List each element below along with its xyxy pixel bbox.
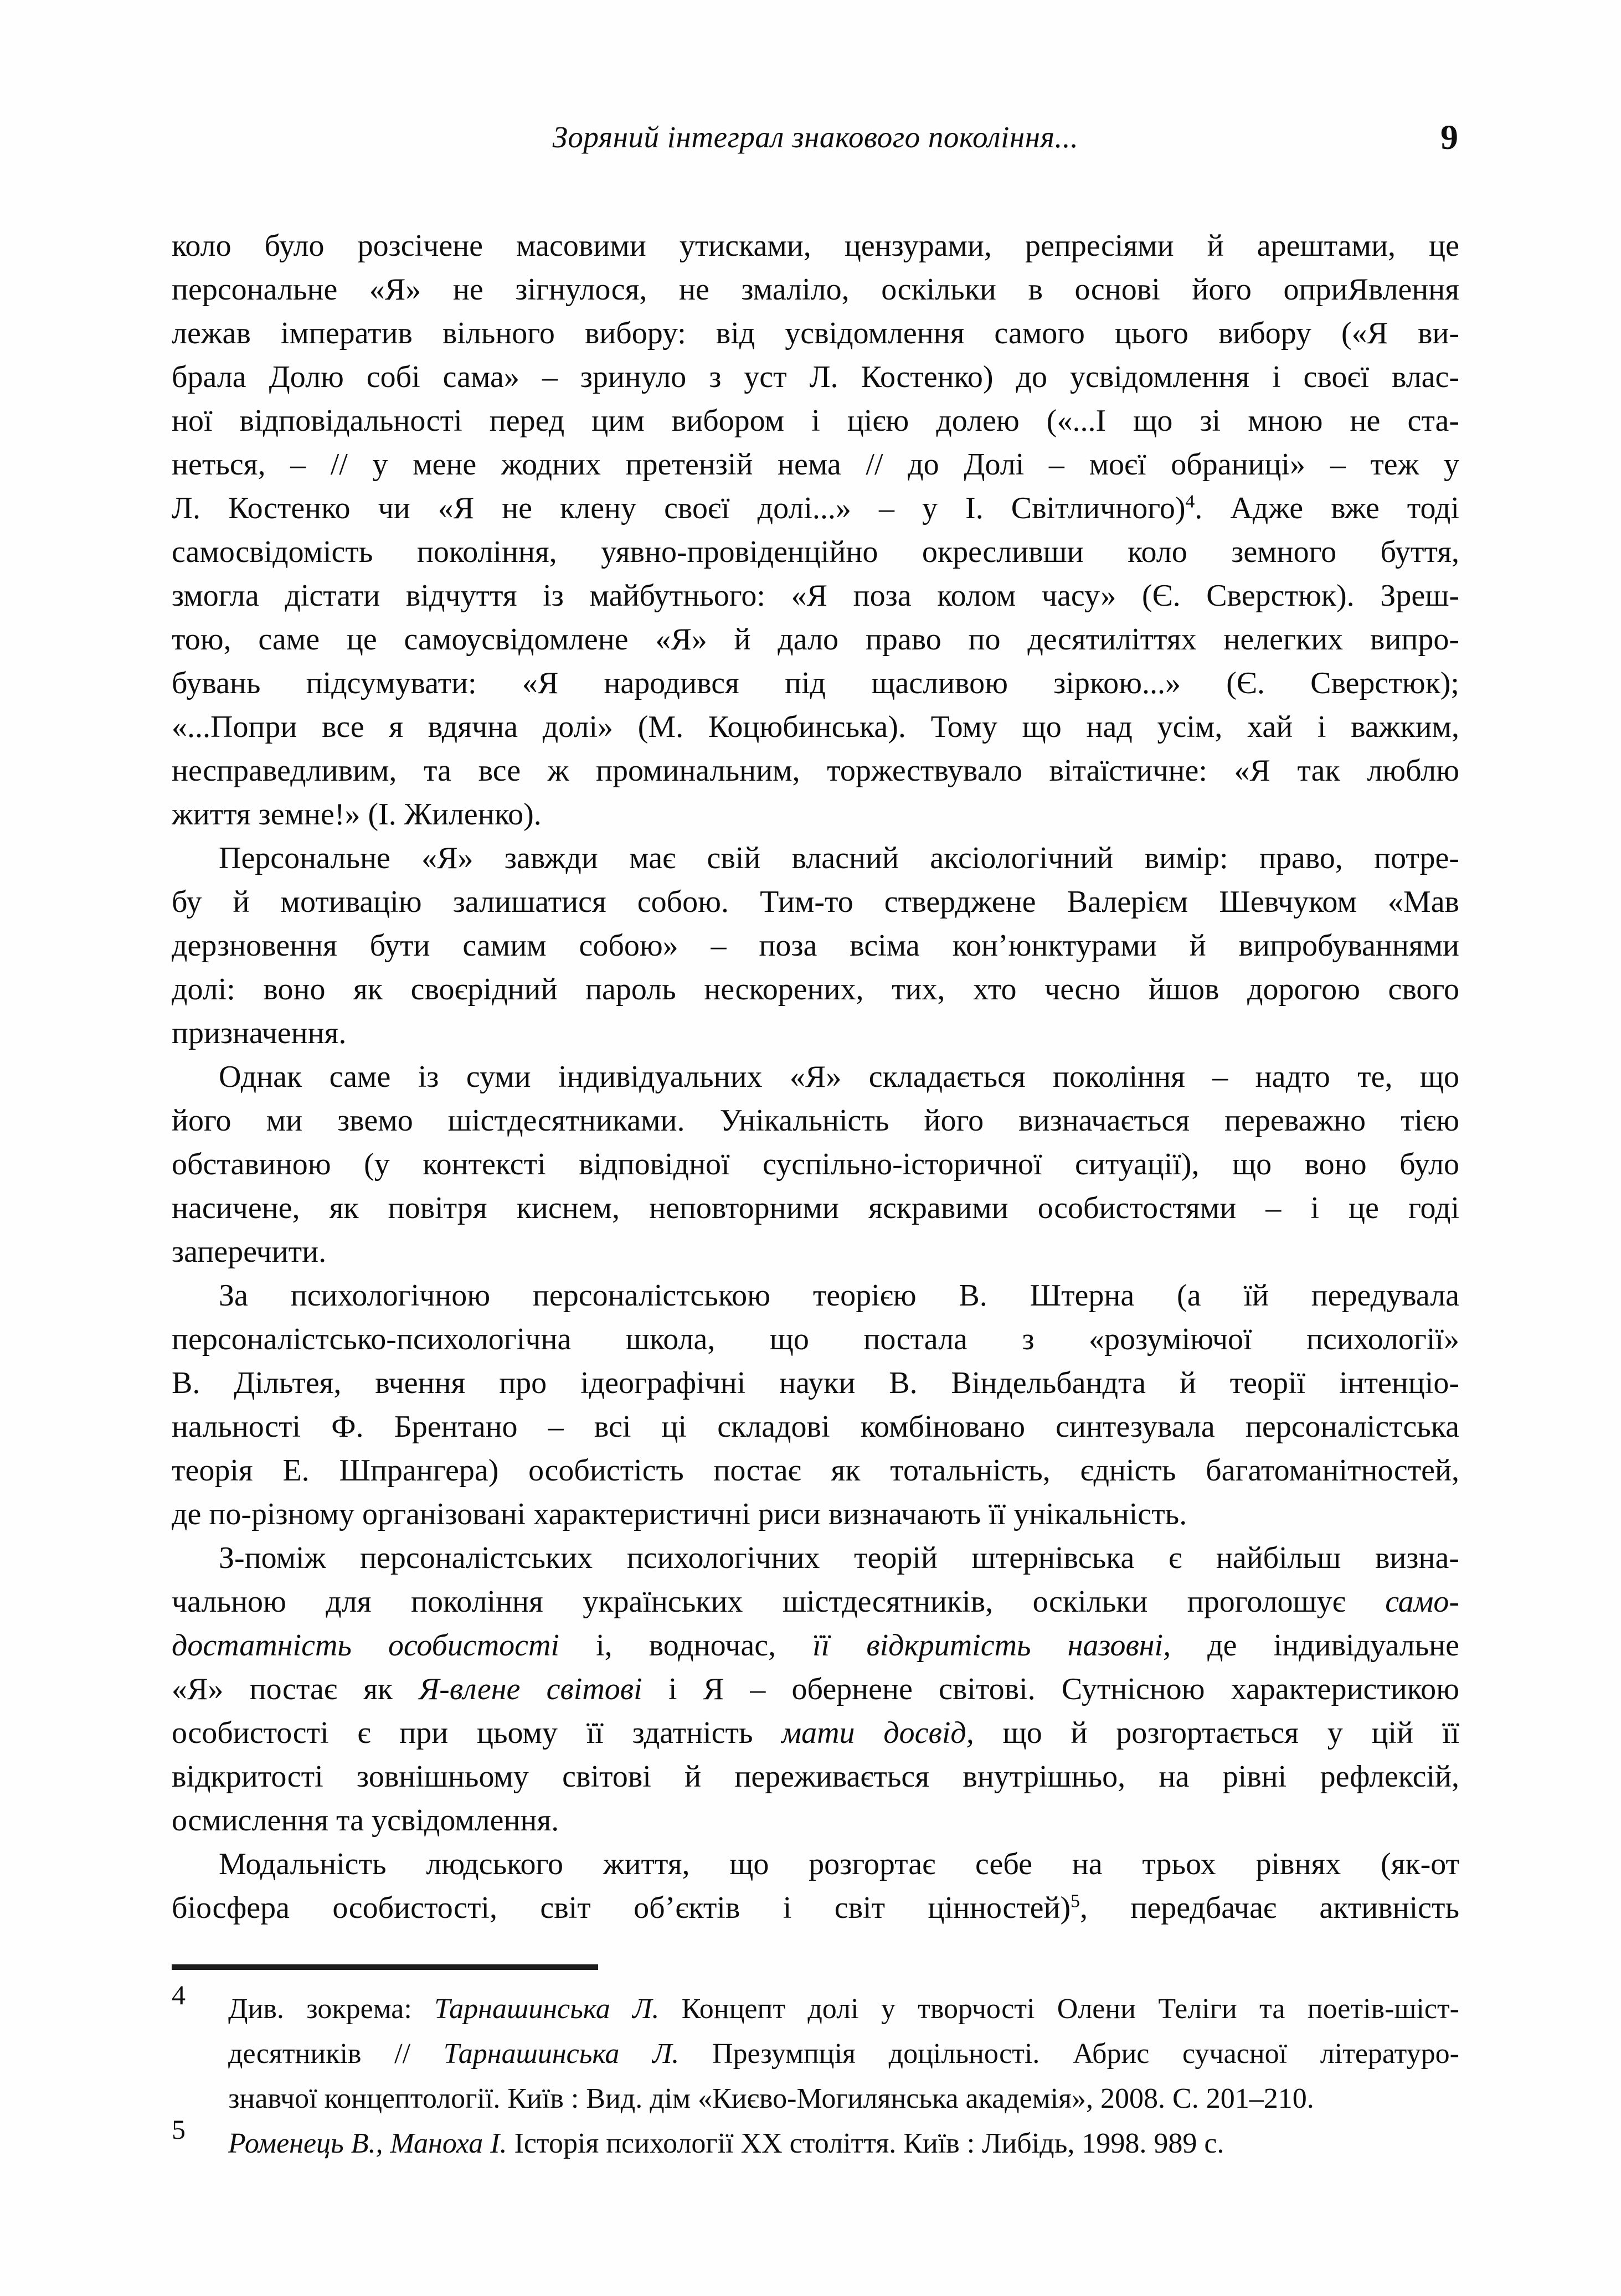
text-segment: дерзновення бути самим собою» – поза всіма кон’юнктурами й випробуваннями xyxy=(172,928,1459,963)
text-line xyxy=(172,1799,1459,1843)
footnote-separator xyxy=(172,1964,598,1970)
text-segment: За психологічною персоналістською теорією В. Штерна (а їй передувала xyxy=(219,1278,1459,1313)
footnote xyxy=(172,1979,1459,2121)
text-segment: бувань підсумувати: «Я народився під щасливою зіркою...» (Є. Сверстюк); xyxy=(172,666,1459,700)
text-segment: Презумпція доцільності. Абрис сучасної літературо- xyxy=(679,2038,1459,2070)
text-line xyxy=(172,924,1459,968)
body-text xyxy=(172,224,1459,1930)
text-segment: З-поміж персоналістських психологічних теорій штернівська є найбільш визна- xyxy=(219,1541,1459,1575)
paragraph xyxy=(172,1055,1459,1274)
text-line xyxy=(172,880,1459,924)
text-line xyxy=(172,618,1459,662)
text-line xyxy=(172,1099,1459,1143)
paragraph xyxy=(172,1843,1459,1930)
text-segment: ної відповідальності перед цим вибором і цією долею («...І що зі мною не ста- xyxy=(172,404,1459,438)
text-segment: несправедливим, та все ж проминальним, торжествувало вітаїстичне: «Я так люблю xyxy=(172,754,1459,788)
text-segment: особистості є при цьому її здатність xyxy=(172,1716,782,1750)
text-segment: заперечити. xyxy=(172,1235,327,1269)
text-segment: осмислення та усвідомлення. xyxy=(172,1803,559,1838)
text-segment: знавчої концептології. Київ : Вид. дім «Києво-Могилянська академія», 2008. С. 201–210. xyxy=(228,2083,1314,2114)
footnotes xyxy=(172,1979,1459,2166)
text-line xyxy=(172,224,1459,268)
text-line xyxy=(172,1230,1459,1274)
text-line xyxy=(172,312,1459,355)
text-segment: «Я» постає як xyxy=(172,1672,419,1706)
paragraph xyxy=(172,1274,1459,1536)
text-line xyxy=(172,1580,1459,1624)
text-segment: В. Дільтея, вчення про ідеографічні науки В. Віндельбандта й теорії інтенціо- xyxy=(172,1366,1459,1400)
text-line xyxy=(172,662,1459,705)
text-segment: Див. зокрема: xyxy=(228,1993,435,2025)
text-line xyxy=(172,1536,1459,1580)
text-line xyxy=(172,1405,1459,1449)
text-line xyxy=(172,1012,1459,1055)
text-segment: Однак саме із суми індивідуальних «Я» складається покоління – надто те, що xyxy=(219,1060,1459,1094)
page-header xyxy=(172,111,1459,163)
text-line xyxy=(172,1318,1459,1361)
text-segment: «...Попри все я вдячна долі» (М. Коцюбинська). Тому що над усім, хай і важким, xyxy=(172,710,1459,744)
text-segment: нальності Ф. Брентано – всі ці складові комбіновано синтезувала персоналістська xyxy=(172,1410,1459,1444)
text-segment: життя земне!» (І. Жиленко). xyxy=(172,797,542,832)
text-segment: змогла дістати відчуття із майбутнього: «Я поза колом часу» (Є. Сверстюк). Зреш- xyxy=(172,579,1459,613)
text-segment: неться, – // у мене жодних претензій нема // до Долі – моєї обраниці» – теж у xyxy=(172,447,1459,482)
text-segment: мати досвід, xyxy=(781,1716,974,1750)
text-line xyxy=(172,399,1459,443)
text-segment: біосфера особистості, світ об’єктів і світ цінностей) xyxy=(172,1891,1071,1925)
text-line xyxy=(172,1755,1459,1799)
text-line xyxy=(172,1668,1459,1711)
text-line xyxy=(172,1143,1459,1186)
footnote-ref: 4 xyxy=(1185,491,1195,512)
text-segment: чальною для покоління українських шістдесятників, оскільки проголошує xyxy=(172,1585,1386,1619)
text-segment: теорія Е. Шпрангера) особистість постає як тотальність, єдність багатоманітностей, xyxy=(172,1453,1459,1488)
text-segment: Л. Костенко чи «Я не клену своєї долі...» – у І. Світличного) xyxy=(172,491,1186,525)
text-segment: і, водночас, xyxy=(559,1628,813,1663)
text-line xyxy=(172,1493,1459,1536)
text-segment: лежав імператив вільного вибору: від усвідомлення самого цього вибору («Я ви- xyxy=(172,316,1459,350)
text-segment: само- xyxy=(1385,1585,1459,1619)
text-segment: Історія психології ХХ століття. Київ : Либідь, 1998. 989 с. xyxy=(507,2128,1224,2159)
text-line xyxy=(172,793,1459,837)
text-line xyxy=(228,1987,1459,2031)
paragraph xyxy=(172,1536,1459,1843)
text-line xyxy=(172,968,1459,1012)
text-segment: Концепт долі у творчості Олени Теліги та поетів-шіст- xyxy=(659,1993,1459,2025)
text-line xyxy=(172,1361,1459,1405)
text-line xyxy=(228,2031,1459,2076)
text-line xyxy=(228,2121,1459,2166)
text-line xyxy=(172,749,1459,793)
text-line xyxy=(172,1624,1459,1668)
text-segment: брала Долю собі сама» – зринуло з уст Л. Костенко) до усвідомлення і своєї влас- xyxy=(172,360,1459,394)
footnote-number: 5 xyxy=(172,2114,186,2145)
text-segment: насичене, як повітря киснем, неповторними яскравими особистостями – і це годі xyxy=(172,1191,1459,1225)
page-number: 9 xyxy=(1440,117,1458,157)
text-line xyxy=(172,837,1459,880)
text-segment: коло було розсічене масовими утисками, цензурами, репресіями й арештами, це xyxy=(172,229,1459,263)
text-line xyxy=(172,443,1459,487)
paragraph xyxy=(172,837,1459,1055)
text-line xyxy=(172,574,1459,618)
text-segment: Тарнашинська Л. xyxy=(443,2038,680,2070)
text-segment: . Адже вже тоді xyxy=(1195,491,1459,525)
text-segment: Я-влене світові xyxy=(419,1672,642,1706)
text-line xyxy=(172,1055,1459,1099)
text-line xyxy=(172,1449,1459,1493)
text-line xyxy=(172,705,1459,749)
footnote xyxy=(172,2114,1459,2166)
text-segment: персоналістсько-психологічна школа, що постала з «розуміючої психології» xyxy=(172,1322,1459,1356)
paragraph xyxy=(172,224,1459,837)
text-segment: призначення. xyxy=(172,1016,347,1050)
text-line xyxy=(172,1711,1459,1755)
text-segment: де індивідуальне xyxy=(1171,1628,1459,1663)
text-segment: достатність особистості xyxy=(172,1628,559,1663)
text-segment: долі: воно як своєрідний пароль нескорених, тих, хто чесно йшов дорогою свого xyxy=(172,972,1459,1007)
text-segment: самосвідомість покоління, уявно-провіденційно окресливши коло земного буття, xyxy=(172,535,1459,569)
text-segment: Роменець В., Маноха І. xyxy=(228,2128,507,2159)
text-line xyxy=(172,1274,1459,1318)
text-line xyxy=(172,268,1459,312)
text-segment: персональне «Я» не зігнулося, не змаліло, оскільки в основі його оприЯвлення xyxy=(172,272,1459,307)
text-segment: де по-різному організовані характеристичні риси визначають її унікальність. xyxy=(172,1497,1187,1531)
text-segment: його ми звемо шістдесятниками. Унікальність його визначається переважно тією xyxy=(172,1103,1459,1138)
text-segment: , передбачає активність xyxy=(1079,1891,1459,1925)
text-segment: відкритості зовнішньому світові й переживається внутрішньо, на рівні рефлексій, xyxy=(172,1760,1459,1794)
running-title: Зоряний інтеграл знакового покоління... xyxy=(552,120,1079,154)
text-segment: Тарнашинська Л. xyxy=(434,1993,660,2025)
text-segment: що й розгортається у цій її xyxy=(974,1716,1459,1750)
text-segment: тою, саме це самоусвідомлене «Я» й дало право по десятиліттях нелегких випро- xyxy=(172,622,1459,657)
text-segment: Модальність людського життя, що розгортає себе на трьох рівнях (як-от xyxy=(219,1847,1459,1881)
text-line xyxy=(172,487,1459,530)
text-segment: обставиною (у контексті відповідної суспільно-історичної ситуації), що воно було xyxy=(172,1147,1459,1181)
text-line xyxy=(228,2076,1459,2121)
text-segment: її відкритість назовні, xyxy=(812,1628,1171,1663)
text-segment: Персональне «Я» завжди має свій власний аксіологічний вимір: право, потре- xyxy=(219,841,1459,875)
footnote-number: 4 xyxy=(172,1979,186,2010)
text-line xyxy=(172,1186,1459,1230)
text-segment: десятників // xyxy=(228,2038,444,2070)
text-segment: і Я – обернене світові. Сутнісною характеристикою xyxy=(642,1672,1459,1706)
text-line xyxy=(172,530,1459,574)
footnote-ref: 5 xyxy=(1071,1891,1080,1912)
text-segment: бу й мотивацію залишатися собою. Тим-то стверджене Валерієм Шевчуком «Мав xyxy=(172,885,1459,919)
text-line xyxy=(172,355,1459,399)
text-line xyxy=(172,1843,1459,1886)
text-line xyxy=(172,1886,1459,1930)
